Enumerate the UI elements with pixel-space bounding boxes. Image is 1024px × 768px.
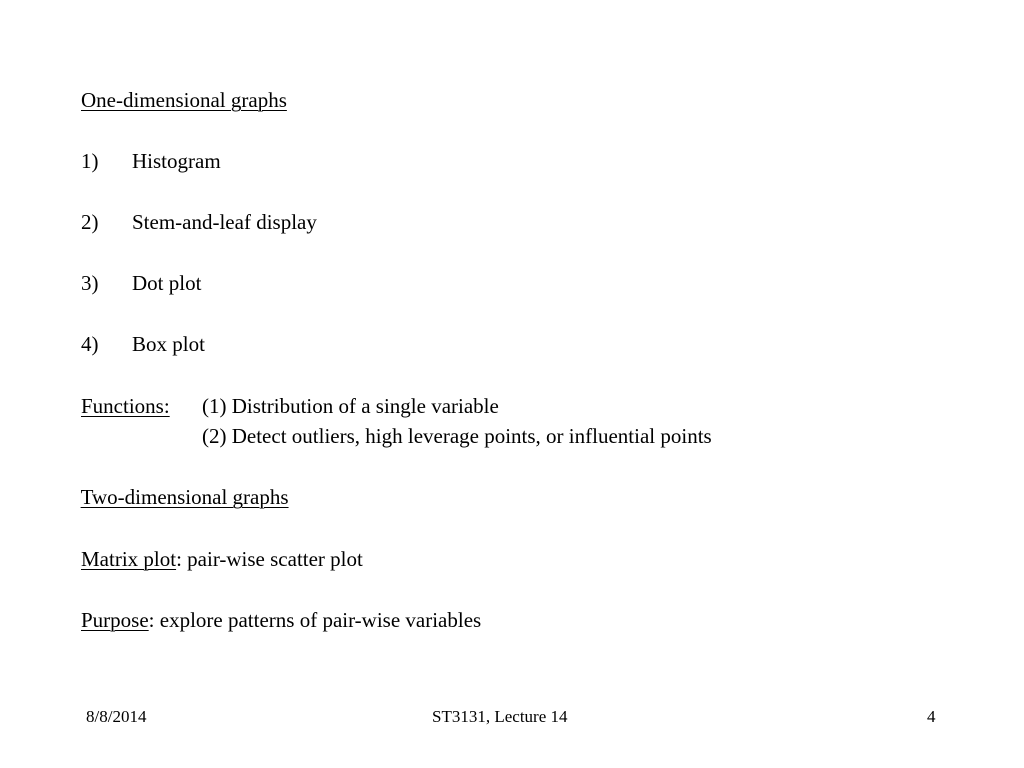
list-item-number: 2) — [81, 209, 99, 234]
functions-line-1 — [60, 360, 1000, 418]
functions-label: Functions: — [81, 393, 170, 418]
functions-item-1: (1) Distribution of a single variable — [202, 393, 499, 418]
list-item-stem-and-leaf — [60, 176, 1000, 234]
matrix-plot-line — [60, 513, 1000, 571]
list-item-label: Stem-and-leaf display — [132, 209, 317, 234]
footer-date: 8/8/2014 — [86, 707, 147, 726]
functions-item-2: (2) Detect outliers, high leverage points, or influential points — [202, 424, 712, 449]
list-item-number: 3) — [81, 271, 99, 296]
matrix-plot-label: Matrix plot — [81, 546, 177, 571]
list-item-label: Box plot — [132, 332, 205, 357]
purpose-line — [60, 574, 1000, 632]
purpose-text: : explore patterns of pair-wise variables — [148, 607, 482, 632]
list-item-histogram — [60, 115, 1000, 173]
section-heading-text: Two-dimensional graphs — [80, 485, 289, 510]
list-item-label: Dot plot — [132, 271, 202, 296]
list-item-box-plot — [60, 299, 1000, 357]
section-heading-one-dimensional — [60, 54, 1000, 112]
footer-course-title: ST3131, Lecture 14 — [432, 707, 568, 726]
list-item-dot-plot — [60, 238, 1000, 296]
section-heading-text: One-dimensional graphs — [81, 87, 287, 112]
section-heading-two-dimensional — [60, 452, 1000, 510]
list-item-label: Histogram — [132, 148, 221, 173]
list-item-number: 4) — [81, 332, 99, 357]
footer-page-number: 4 — [927, 707, 936, 726]
slide-body — [60, 54, 1000, 632]
matrix-plot-text: : pair-wise scatter plot — [176, 546, 363, 571]
list-item-number: 1) — [81, 148, 99, 173]
purpose-label: Purpose — [81, 607, 149, 632]
